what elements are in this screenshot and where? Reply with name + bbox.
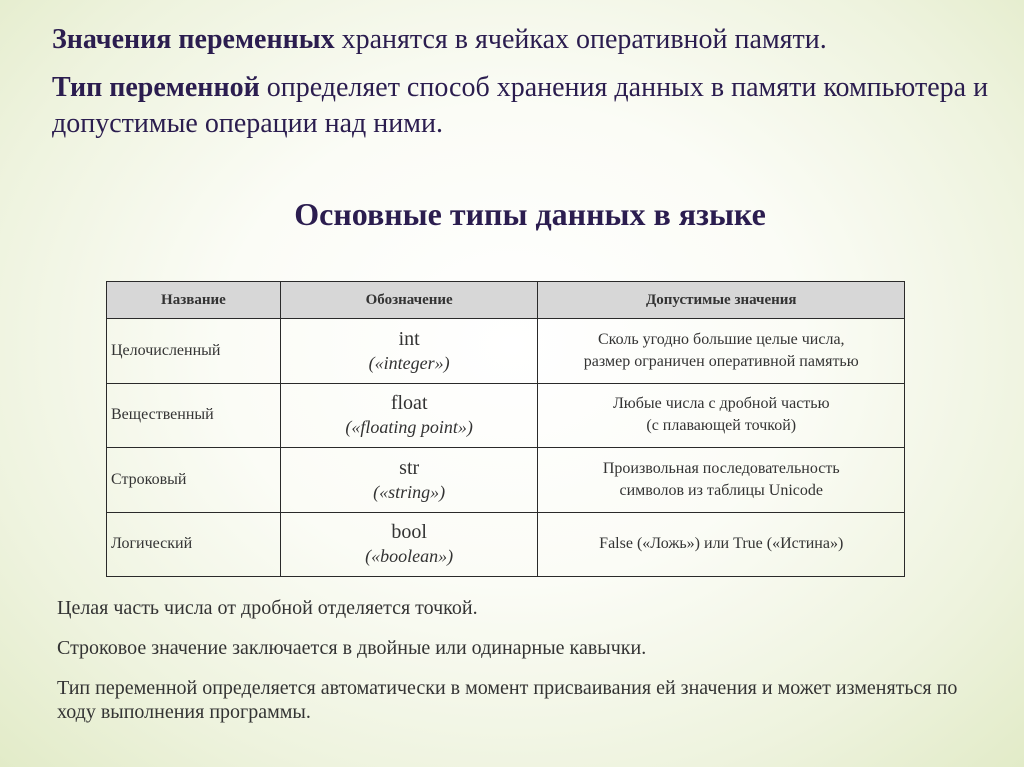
type-code-note: («floating point»)	[345, 417, 473, 438]
type-values-line-1: False («Ложь») или True («Истина»)	[599, 535, 844, 553]
note-item: Тип переменной определяется автоматически в момент присваивания ей значения и может изменяться по ходу выполнения программы.	[57, 677, 958, 723]
header-name: Название	[107, 282, 281, 319]
intro-term-2: Тип переменной	[52, 72, 260, 103]
type-values-line-1: Сколь угодно большие целые числа,	[597, 330, 845, 348]
table-row	[107, 512, 905, 577]
type-code: float	[390, 392, 428, 415]
type-code-note: («boolean»)	[365, 546, 454, 567]
note-item: Строковое значение заключается в двойные или одинарные кавычки.	[57, 637, 647, 659]
type-code: int	[398, 327, 420, 350]
type-name: Целочисленный	[107, 319, 281, 384]
type-code-note: («string»)	[373, 481, 446, 502]
section-heading: Основные типы данных в языке	[294, 196, 766, 232]
type-values-line-2: символов из таблицы Unicode	[619, 481, 824, 499]
type-values-cell	[538, 383, 905, 448]
type-values-line-1: Произвольная последовательность	[602, 459, 840, 477]
intro-text-2: определяет способ хранения данных в памяти компьютера и допустимые операции над ними.	[52, 72, 989, 139]
type-code-note: («integer»)	[368, 352, 450, 373]
type-code-cell	[280, 512, 538, 577]
table-header-row	[107, 282, 905, 319]
table-row	[107, 448, 905, 513]
note-item: Целая часть числа от дробной отделяется точкой.	[57, 597, 478, 619]
type-values-line-2: размер ограничен оперативной памятью	[583, 352, 859, 370]
intro-term-1: Значения переменных	[52, 24, 335, 55]
type-code: str	[399, 456, 420, 479]
type-values-line-2: (с плавающей точкой)	[646, 417, 797, 435]
type-name: Строковый	[107, 448, 281, 513]
data-types-table	[106, 281, 905, 577]
type-code-cell	[280, 383, 538, 448]
type-values-cell	[538, 512, 905, 577]
header-code: Обозначение	[280, 282, 538, 319]
type-values-line-1: Любые числа с дробной частью	[612, 395, 830, 413]
type-code-cell	[280, 448, 538, 513]
type-values-cell	[538, 448, 905, 513]
intro-paragraph-2	[52, 70, 1002, 142]
type-code: bool	[391, 521, 427, 544]
header-values: Допустимые значения	[538, 282, 905, 319]
type-values-cell	[538, 319, 905, 384]
intro-text	[52, 22, 1002, 142]
type-code-cell	[280, 319, 538, 384]
type-name: Вещественный	[107, 383, 281, 448]
notes	[57, 596, 997, 740]
intro-text-1: хранятся в ячейках оперативной памяти.	[334, 24, 827, 55]
type-name: Логический	[107, 512, 281, 577]
intro-paragraph-1	[52, 22, 1002, 58]
table-row	[107, 383, 905, 448]
table-row	[107, 319, 905, 384]
